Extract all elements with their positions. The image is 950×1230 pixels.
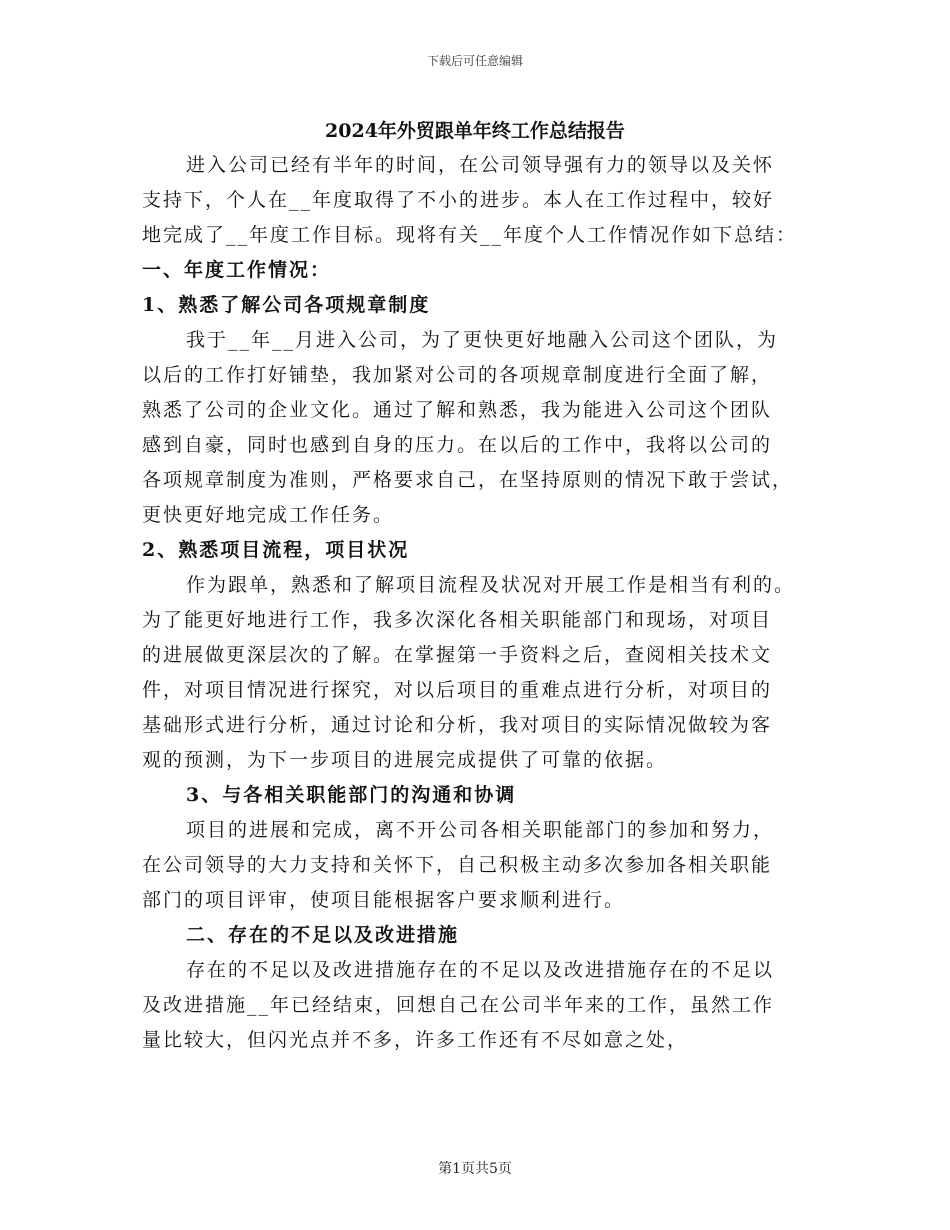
paragraph-line: 作为跟单，熟悉和了解项目流程及状况对开展工作是相当有利的。	[186, 574, 796, 596]
paragraph-line: 观的预测，为下一步项目的进展完成提供了可靠的依据。	[142, 749, 668, 771]
paragraph-line: 我于__年__月进入公司，为了更快更好地融入公司这个团队，为	[186, 329, 779, 351]
paragraph-line: 项目的进展和完成，离不开公司各相关职能部门的参加和努力，	[186, 819, 775, 841]
paragraph-line: 熟悉了公司的企业文化。通过了解和熟悉，我为能进入公司这个团队	[142, 399, 773, 421]
paragraph-line: 量比较大，但闪光点并不多，许多工作还有不尽如意之处，	[142, 1029, 689, 1051]
paragraph-line: 进入公司已经有半年的时间，在公司领导强有力的领导以及关怀	[186, 154, 775, 176]
section-heading: 3、与各相关职能部门的沟通和协调	[186, 784, 517, 806]
paragraph-line: 件，对项目情况进行探究，对以后项目的重难点进行分析，对项目的	[142, 679, 773, 701]
paragraph-line: 更快更好地完成工作任务。	[142, 504, 395, 526]
page-header: 下载后可任意编辑	[426, 54, 523, 68]
paragraph-line: 基础形式进行分析，通过讨论和分析，我对项目的实际情况做较为客	[142, 714, 773, 736]
paragraph-line: 为了能更好地进行工作，我多次深化各相关职能部门和现场，对项目	[142, 609, 773, 631]
paragraph-line: 存在的不足以及改进措施存在的不足以及改进措施存在的不足以	[186, 959, 775, 981]
paragraph-line: 的进展做更深层次的了解。在掌握第一手资料之后，查阅相关技术文	[142, 644, 773, 666]
document-title: 2024年外贸跟单年终工作总结报告	[325, 120, 625, 142]
paragraph-line: 感到自豪，同时也感到自身的压力。在以后的工作中，我将以公司的	[142, 434, 773, 456]
paragraph-line: 部门的项目评审，使项目能根据客户要求顺利进行。	[142, 889, 626, 911]
paragraph-line: 在公司领导的大力支持和关怀下，自己积极主动多次参加各相关职能	[142, 854, 773, 876]
paragraph-line: 支持下，个人在__年度取得了不小的进步。本人在工作过程中，较好	[142, 189, 775, 211]
section-heading: 一、年度工作情况：	[142, 259, 332, 281]
paragraph-line: 各项规章制度为准则，严格要求自己，在坚持原则的情况下敢于尝试，	[142, 469, 794, 491]
paragraph-line: 地完成了__年度工作目标。现将有关__年度个人工作情况作如下总结：	[142, 224, 798, 246]
paragraph-line: 及改进措施__年已经结束，回想自己在公司半年来的工作，虽然工作	[142, 994, 775, 1016]
section-heading: 二、存在的不足以及改进措施	[186, 924, 460, 946]
section-heading: 2、熟悉项目流程，项目状况	[142, 539, 410, 561]
section-heading: 1、熟悉了解公司各项规章制度	[142, 294, 431, 316]
page-footer: 第1页共5页	[438, 1161, 512, 1177]
paragraph-line: 以后的工作打好铺垫，我加紧对公司的各项规章制度进行全面了解，	[142, 364, 773, 386]
document-body	[142, 148, 806, 1058]
